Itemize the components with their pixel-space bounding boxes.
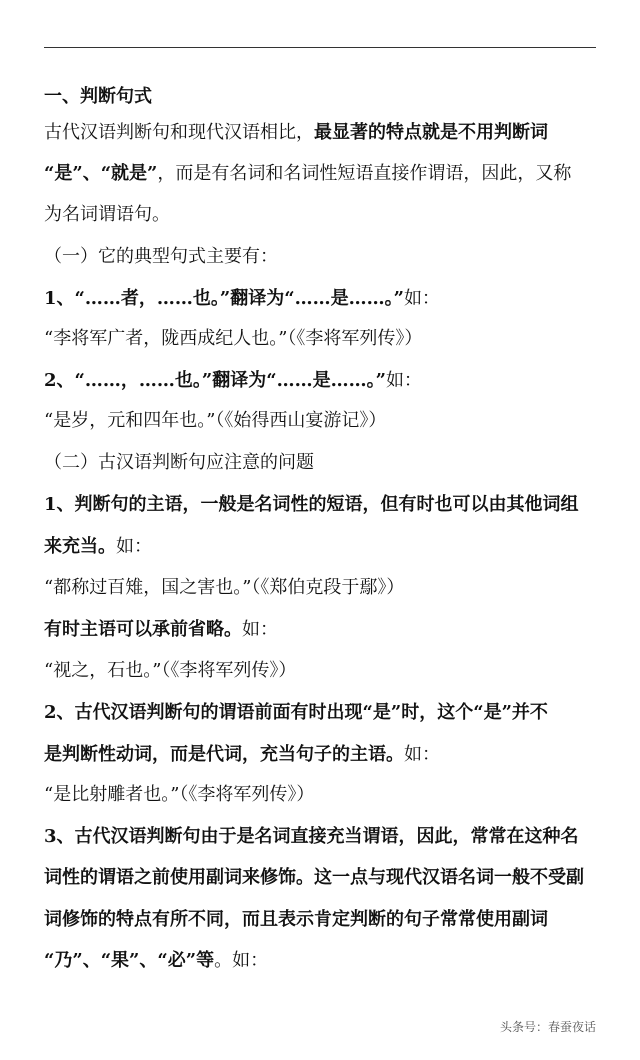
paragraph-line xyxy=(44,202,170,228)
example-quote xyxy=(44,658,296,684)
text-run: 2、古代汉语判断句的谓语前面有时出现“是”时，这个“是”并不 xyxy=(44,702,548,723)
example-quote xyxy=(44,575,404,601)
text-run: 3、古代汉语判断句由于是名词直接充当谓语，因此，常常在这种名 xyxy=(44,826,579,847)
text-run: 1、判断句的主语，一般是名词性的短语，但有时也可以由其他词组 xyxy=(44,494,579,515)
paragraph-line xyxy=(44,742,440,768)
text-run: 如： xyxy=(385,370,422,391)
text-run: “李将军广者，陇西成纪人也。”（《李将军列传》） xyxy=(44,328,423,349)
text-run: 1、“……者，……也。”翻译为“……是……。” xyxy=(44,288,404,309)
paragraph-line xyxy=(44,948,268,974)
text-run: 来充当。 xyxy=(44,536,116,557)
example-quote xyxy=(44,782,314,808)
text-run: （一）它的典型句式主要有： xyxy=(44,246,278,267)
pattern-item xyxy=(44,368,422,394)
example-quote xyxy=(44,326,422,352)
text-run: “乃”、“果”、“必”等 xyxy=(44,950,215,971)
text-run: ，而是有名词和名词性短语直接作谓语，因此，又称 xyxy=(157,163,572,184)
paragraph-line xyxy=(44,161,571,187)
text-run: 如： xyxy=(404,744,440,765)
paragraph-line xyxy=(44,120,548,146)
paragraph-line xyxy=(44,492,579,518)
watermark-footer: 头条号：春蚕夜话 xyxy=(499,1020,596,1034)
text-run: “都称过百雉，国之害也。”（《郑伯克段于鄢》） xyxy=(44,577,405,598)
paragraph-line xyxy=(44,824,579,850)
text-run: 有时主语可以承前省略。 xyxy=(44,619,242,640)
paragraph-line xyxy=(44,534,152,560)
paragraph-line xyxy=(44,700,548,726)
text-run: 词性的谓语之前使用副词来修饰。这一点与现代汉语名词一般不受副 xyxy=(44,867,584,888)
section-heading xyxy=(44,84,152,110)
paragraph-line xyxy=(44,907,548,933)
paragraph-line xyxy=(44,617,278,643)
text-run: （二）古汉语判断句应注意的问题 xyxy=(44,452,314,473)
text-run: 为名词谓语句。 xyxy=(44,204,170,225)
text-run: 如： xyxy=(403,288,440,309)
subsection-heading xyxy=(44,244,278,270)
text-run: 最显著的特点就是不用判断词 xyxy=(314,122,548,143)
text-run: 如： xyxy=(242,619,278,640)
example-quote xyxy=(44,408,386,434)
top-rule xyxy=(44,47,596,48)
text-run: “是比射雕者也。”（《李将军列传》） xyxy=(44,784,315,805)
text-run: “是”、“就是” xyxy=(44,163,158,184)
paragraph-line xyxy=(44,865,584,891)
text-run: 词修饰的特点有所不同，而且表示肯定判断的句子常常使用副词 xyxy=(44,909,548,930)
text-run: 是判断性动词，而是代词，充当句子的主语。 xyxy=(44,744,404,765)
heading-text: 一、判断句式 xyxy=(44,86,152,107)
pattern-item xyxy=(44,286,440,312)
text-run: 如： xyxy=(116,536,152,557)
text-run: 。如： xyxy=(214,950,269,971)
text-run: 古代汉语判断句和现代汉语相比， xyxy=(44,122,314,143)
text-run: 2、“……，……也。”翻译为“……是……。” xyxy=(44,370,386,391)
text-run: “视之，石也。”（《李将军列传》） xyxy=(44,660,297,681)
subsection-heading xyxy=(44,450,314,476)
text-run: “是岁，元和四年也。”（《始得西山宴游记》） xyxy=(44,410,387,431)
